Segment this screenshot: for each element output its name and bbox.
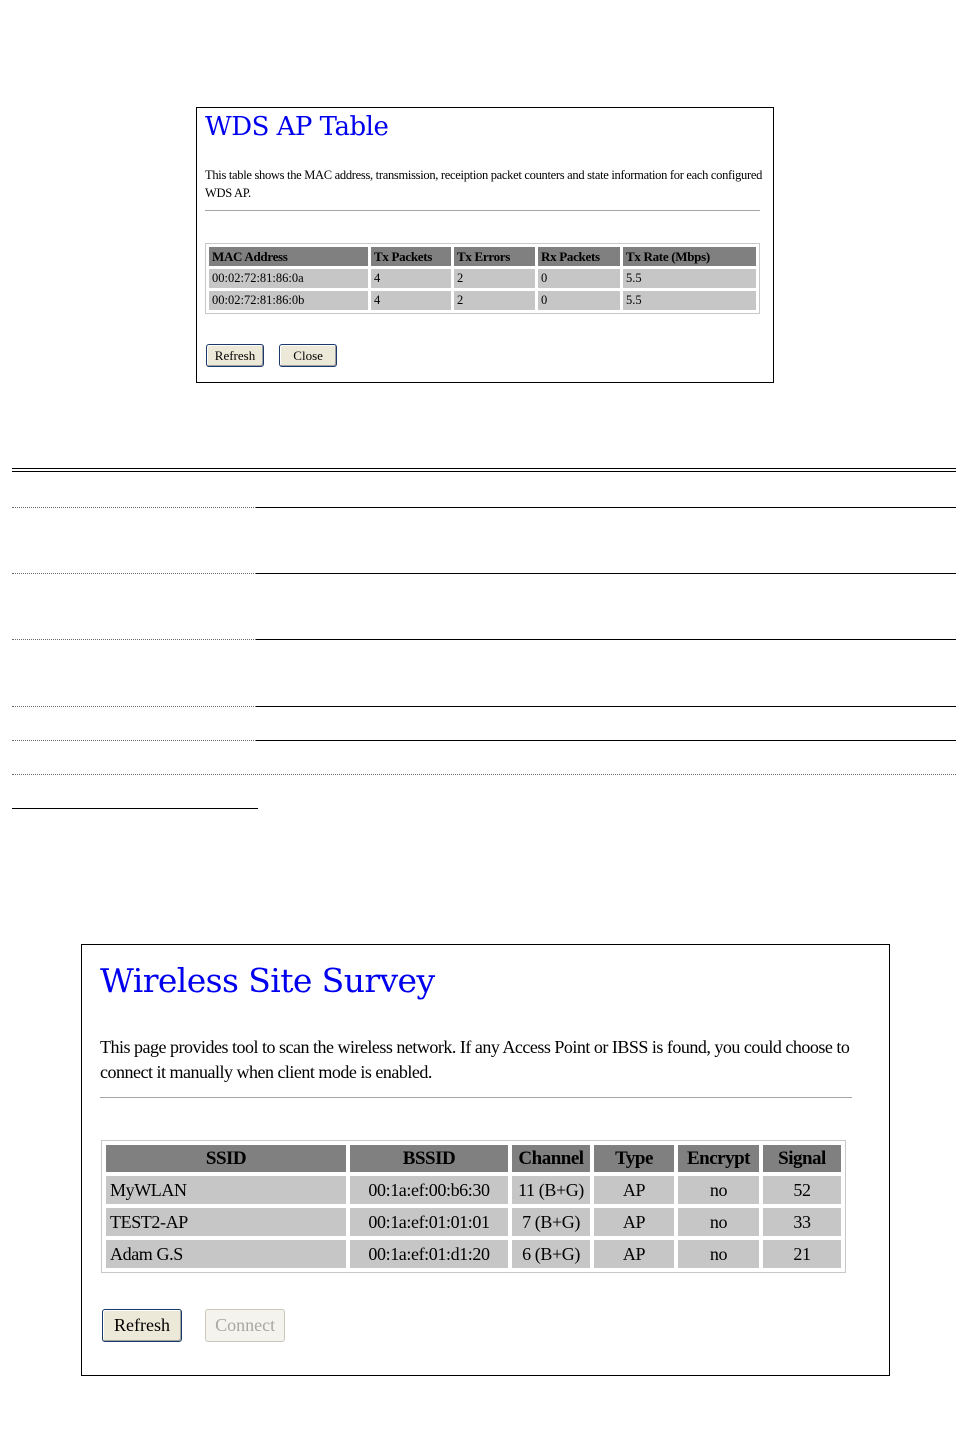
cell-signal: 33	[763, 1208, 841, 1236]
cell-channel: 7 (B+G)	[512, 1208, 590, 1236]
cell-mac-address: 00:02:72:81:86:0b	[209, 291, 368, 310]
cell-tx-packets: 4	[371, 291, 451, 310]
wds-ap-table	[205, 243, 760, 314]
divider	[12, 639, 256, 640]
cell-tx-packets: 4	[371, 269, 451, 288]
column-header-tx-rate: Tx Rate (Mbps)	[623, 247, 756, 266]
column-header-encrypt: Encrypt	[678, 1145, 759, 1172]
page-title: Wireless Site Survey	[100, 961, 435, 1000]
cell-encrypt: no	[678, 1176, 759, 1204]
divider	[12, 706, 256, 707]
cell-channel: 11 (B+G)	[512, 1176, 590, 1204]
divider	[256, 507, 956, 508]
cell-type: AP	[594, 1208, 674, 1236]
column-header-channel: Channel	[512, 1145, 590, 1172]
refresh-button[interactable]: Refresh	[102, 1309, 182, 1342]
divider	[12, 774, 956, 775]
site-survey-table	[101, 1140, 846, 1273]
column-header-rx-packets: Rx Packets	[538, 247, 620, 266]
table-header-row	[209, 247, 756, 266]
table-header-row	[106, 1145, 841, 1172]
connect-button[interactable]: Connect	[205, 1309, 285, 1342]
cell-bssid: 00:1a:ef:01:d1:20	[350, 1240, 508, 1268]
wireless-site-survey-panel	[81, 944, 890, 1376]
cell-ssid: Adam G.S	[106, 1240, 346, 1268]
cell-rx-packets: 0	[538, 269, 620, 288]
cell-channel: 6 (B+G)	[512, 1240, 590, 1268]
cell-type: AP	[594, 1176, 674, 1204]
column-header-type: Type	[594, 1145, 674, 1172]
table-row	[209, 269, 756, 288]
column-header-tx-errors: Tx Errors	[454, 247, 535, 266]
button-bar	[102, 1309, 303, 1342]
divider	[12, 468, 956, 469]
divider	[12, 507, 256, 508]
cell-tx-rate: 5.5	[623, 269, 756, 288]
divider	[12, 740, 256, 741]
table-row	[106, 1176, 841, 1204]
divider	[205, 210, 760, 212]
cell-tx-rate: 5.5	[623, 291, 756, 310]
column-header-signal: Signal	[763, 1145, 841, 1172]
divider	[256, 639, 956, 640]
cell-encrypt: no	[678, 1240, 759, 1268]
cell-bssid: 00:1a:ef:00:b6:30	[350, 1176, 508, 1204]
divider	[256, 706, 956, 707]
divider	[12, 808, 258, 809]
page-description: This page provides tool to scan the wireless network. If any Access Point or IBSS is found, you could choose to connect it manually when client mode is enabled.	[100, 1037, 850, 1082]
cell-bssid: 00:1a:ef:01:01:01	[350, 1208, 508, 1236]
cell-rx-packets: 0	[538, 291, 620, 310]
table-row	[209, 291, 756, 310]
cell-tx-errors: 2	[454, 269, 535, 288]
refresh-button[interactable]: Refresh	[206, 344, 264, 367]
cell-ssid: TEST2-AP	[106, 1208, 346, 1236]
cell-ssid: MyWLAN	[106, 1176, 346, 1204]
cell-signal: 52	[763, 1176, 841, 1204]
divider	[100, 1097, 852, 1099]
document-table-lines	[12, 468, 956, 810]
column-header-ssid: SSID	[106, 1145, 346, 1172]
wds-ap-table-panel	[196, 107, 774, 383]
divider	[256, 573, 956, 574]
cell-encrypt: no	[678, 1208, 759, 1236]
divider	[256, 740, 956, 741]
button-bar	[206, 344, 347, 367]
column-header-mac-address: MAC Address	[209, 247, 368, 266]
page-title: WDS AP Table	[205, 112, 389, 142]
divider	[12, 573, 256, 574]
cell-tx-errors: 2	[454, 291, 535, 310]
table-row	[106, 1240, 841, 1268]
divider	[12, 471, 956, 472]
cell-mac-address: 00:02:72:81:86:0a	[209, 269, 368, 288]
page-description: This table shows the MAC address, transmission, receiption packet counters and state information for each configured WDS AP.	[205, 168, 763, 200]
table-row	[106, 1208, 841, 1236]
cell-type: AP	[594, 1240, 674, 1268]
column-header-bssid: BSSID	[350, 1145, 508, 1172]
close-button[interactable]: Close	[279, 344, 337, 367]
column-header-tx-packets: Tx Packets	[371, 247, 451, 266]
cell-signal: 21	[763, 1240, 841, 1268]
